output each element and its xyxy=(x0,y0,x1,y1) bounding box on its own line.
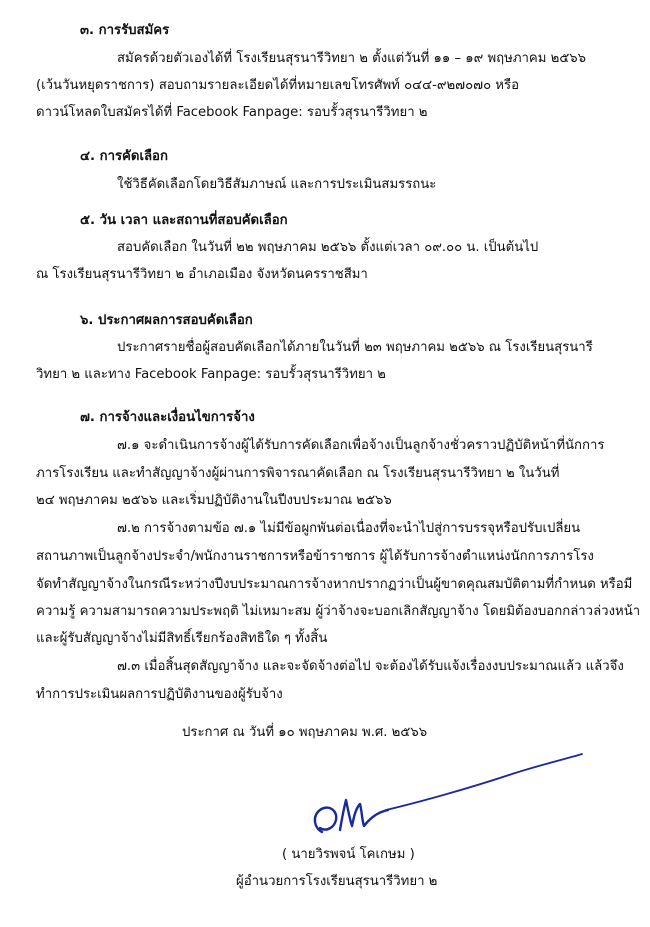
section-3-line-2: (เว้นวันหยุดราชการ) สอบถามรายละเอียดได้ที่หมายเลขโทรศัพท์ ๐๔๔-๙๒๗๐๗๐ หรือ xyxy=(36,78,520,93)
announcement-date: ประกาศ ณ วันที่ ๑๐ พฤษภาคม พ.ศ. ๒๕๖๖ xyxy=(182,725,428,740)
section-7-2-line-5: และผู้รับสัญญาจ้างไม่มีสิทธิ์เรียกร้องสิทธิใด ๆ ทั้งสิ้น xyxy=(36,631,328,646)
section-3-heading: ๓. การรับสมัคร xyxy=(80,23,170,38)
section-7-2-line-3: จัดทำสัญญาจ้างในกรณีระหว่างปีงบประมาณการจ้างหากปรากฏว่าเป็นผู้ขาดคุณสมบัติตามที่กำหนด หรือมี xyxy=(36,577,633,592)
section-7-3-line-2: ทำการประเมินผลการปฏิบัติงานของผู้รับจ้าง xyxy=(36,687,283,702)
section-3-line-3: ดาวน์โหลดใบสมัครได้ที่ Facebook Fanpage: รอบรั้วสุรนารีวิทยา ๒ xyxy=(36,105,428,120)
section-7-1-line-1: ๗.๑ จะดำเนินการจ้างผู้ได้รับการคัดเลือกเพื่อจ้างเป็นลูกจ้างชั่วคราวปฏิบัติหน้าที่นักการ xyxy=(117,438,605,453)
signer-name: ( นายวิรพจน์ โคเกษม ) xyxy=(282,847,415,862)
section-5-line-1: สอบคัดเลือก ในวันที่ ๒๒ พฤษภาคม ๒๕๖๖ ตั้งแต่เวลา ๐๙.๐๐ น. เป็นต้นไป xyxy=(117,240,539,255)
section-6-heading: ๖. ประกาศผลการสอบคัดเลือก xyxy=(80,313,253,328)
section-7-1-line-2: ภารโรงเรียน และทำสัญญาจ้างผู้ผ่านการพิจารณาคัดเลือก ณ โรงเรียนสุรนารีวิทยา ๒ ในวันที่ xyxy=(36,466,560,481)
section-7-2-line-4: ความรู้ ความสามารถความประพฤติ ไม่เหมาะสม ผู้ว่าจ้างจะบอกเลิกสัญญาจ้าง โดยมิต้องบอกกล่าวล่วงหน้า xyxy=(36,604,641,619)
section-6-line-1: ประกาศรายชื่อผู้สอบคัดเลือกได้ภายในวันที่ ๒๓ พฤษภาคม ๒๕๖๖ ณ โรงเรียนสุรนารี xyxy=(117,340,593,355)
section-7-3-line-1: ๗.๓ เมื่อสิ้นสุดสัญญาจ้าง และจะจัดจ้างต่อไป จะต้องได้รับแจ้งเรื่องงบประมาณแล้ว แล้วจึง xyxy=(117,659,624,674)
section-7-2-line-1: ๗.๒ การจ้างตามข้อ ๗.๑ ไม่มีข้อผูกพันต่อเนื่องที่จะนำไปสู่การบรรจุหรือปรับเปลี่ยน xyxy=(117,521,581,536)
section-4-heading: ๔. การคัดเลือก xyxy=(80,149,168,164)
section-7-1-line-3: ๒๔ พฤษภาคม ๒๕๖๖ และเริ่มปฏิบัติงานในปีงบประมาณ ๒๕๖๖ xyxy=(36,493,392,508)
signer-title: ผู้อำนวยการโรงเรียนสุรนารีวิทยา ๒ xyxy=(236,874,438,889)
section-6-line-2: วิทยา ๒ และทาง Facebook Fanpage: รอบรั้วสุรนารีวิทยา ๒ xyxy=(36,367,386,382)
section-7-heading: ๗. การจ้างและเงื่อนไขการจ้าง xyxy=(80,410,255,425)
handwritten-signature xyxy=(300,748,600,843)
section-7-2-line-2: สถานภาพเป็นลูกจ้างประจำ/พนักงานราชการหรือข้าราชการ ผู้ได้รับการจ้างตำแหน่งนักการภารโรง xyxy=(36,549,594,564)
section-5-heading: ๕. วัน เวลา และสถานที่สอบคัดเลือก xyxy=(80,213,288,228)
section-5-line-2: ณ โรงเรียนสุรนารีวิทยา ๒ อำเภอเมือง จังหวัดนครราชสีมา xyxy=(36,267,368,282)
section-4-line-1: ใช้วิธีคัดเลือกโดยวิธีสัมภาษณ์ และการประเมินสมรรถนะ xyxy=(117,177,437,192)
section-3-line-1: สมัครด้วยตัวเองได้ที่ โรงเรียนสุรนารีวิทยา ๒ ตั้งแต่วันที่ ๑๑ – ๑๙ พฤษภาคม ๒๕๖๖ xyxy=(117,51,587,66)
